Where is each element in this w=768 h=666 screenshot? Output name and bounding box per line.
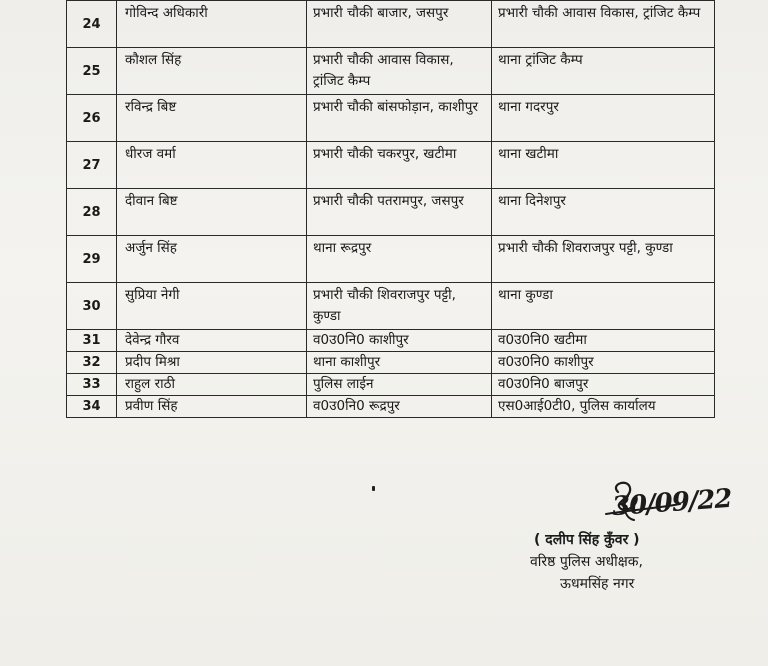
new-posting-cell: व0उ0नि0 खटीमा [492, 330, 715, 352]
serial-number-cell: 29 [67, 236, 117, 283]
current-posting-cell: प्रभारी चौकी पतरामपुर, जसपुर [307, 189, 492, 236]
new-posting-cell: थाना कुण्डा [492, 283, 715, 330]
new-posting-cell: थाना दिनेशपुर [492, 189, 715, 236]
table-row [67, 374, 715, 396]
serial-number-cell: 25 [67, 48, 117, 95]
new-posting-cell: एस0आई0टी0, पुलिस कार्यालय [492, 396, 715, 418]
serial-number-cell: 27 [67, 142, 117, 189]
table-row [67, 1, 715, 48]
table-row [67, 352, 715, 374]
table-row [67, 283, 715, 330]
current-posting-cell: प्रभारी चौकी चकरपुर, खटीमा [307, 142, 492, 189]
new-posting-cell: प्रभारी चौकी आवास विकास, ट्रांजिट कैम्प [492, 1, 715, 48]
ink-dot [372, 486, 375, 491]
table-row [67, 330, 715, 352]
serial-number-cell: 32 [67, 352, 117, 374]
table-row [67, 189, 715, 236]
current-posting-cell: थाना रूद्रपुर [307, 236, 492, 283]
new-posting-cell: व0उ0नि0 बाजपुर [492, 374, 715, 396]
table-row [67, 142, 715, 189]
serial-number-cell: 30 [67, 283, 117, 330]
current-posting-cell: प्रभारी चौकी आवास विकास, ट्रांजिट कैम्प [307, 48, 492, 95]
table-row [67, 396, 715, 418]
current-posting-cell: प्रभारी चौकी शिवराजपुर पट्टी, कुण्डा [307, 283, 492, 330]
name-cell: सुप्रिया नेगी [117, 283, 307, 330]
table-row [67, 236, 715, 283]
officer-name: ( दलीप सिंह कुँवर ) [534, 532, 640, 548]
transfer-list-table [66, 0, 715, 418]
name-cell: रविन्द्र बिष्ट [117, 95, 307, 142]
officer-district: ऊधमसिंह नगर [560, 576, 635, 592]
table-row [67, 95, 715, 142]
new-posting-cell: व0उ0नि0 काशीपुर [492, 352, 715, 374]
current-posting-cell: थाना काशीपुर [307, 352, 492, 374]
officer-designation: वरिष्ठ पुलिस अधीक्षक, [530, 554, 643, 570]
serial-number-cell: 31 [67, 330, 117, 352]
new-posting-cell: प्रभारी चौकी शिवराजपुर पट्टी, कुण्डा [492, 236, 715, 283]
new-posting-cell: थाना खटीमा [492, 142, 715, 189]
current-posting-cell: व0उ0नि0 काशीपुर [307, 330, 492, 352]
serial-number-cell: 34 [67, 396, 117, 418]
name-cell: कौशल सिंह [117, 48, 307, 95]
name-cell: गोविन्द अधिकारी [117, 1, 307, 48]
name-cell: प्रवीण सिंह [117, 396, 307, 418]
new-posting-cell: थाना गदरपुर [492, 95, 715, 142]
serial-number-cell: 24 [67, 1, 117, 48]
name-cell: दीवान बिष्ट [117, 189, 307, 236]
name-cell: अर्जुन सिंह [117, 236, 307, 283]
name-cell: राहुल राठी [117, 374, 307, 396]
signature-date: 30/09/22 [611, 483, 733, 523]
name-cell: देवेन्द्र गौरव [117, 330, 307, 352]
current-posting-cell: पुलिस लाईन [307, 374, 492, 396]
new-posting-cell: थाना ट्रांजिट कैम्प [492, 48, 715, 95]
serial-number-cell: 33 [67, 374, 117, 396]
serial-number-cell: 26 [67, 95, 117, 142]
name-cell: प्रदीप मिश्रा [117, 352, 307, 374]
current-posting-cell: व0उ0नि0 रूद्रपुर [307, 396, 492, 418]
table-body [67, 1, 715, 418]
serial-number-cell: 28 [67, 189, 117, 236]
table-row [67, 48, 715, 95]
current-posting-cell: प्रभारी चौकी बाजार, जसपुर [307, 1, 492, 48]
current-posting-cell: प्रभारी चौकी बांसफोड़ान, काशीपुर [307, 95, 492, 142]
name-cell: धीरज वर्मा [117, 142, 307, 189]
